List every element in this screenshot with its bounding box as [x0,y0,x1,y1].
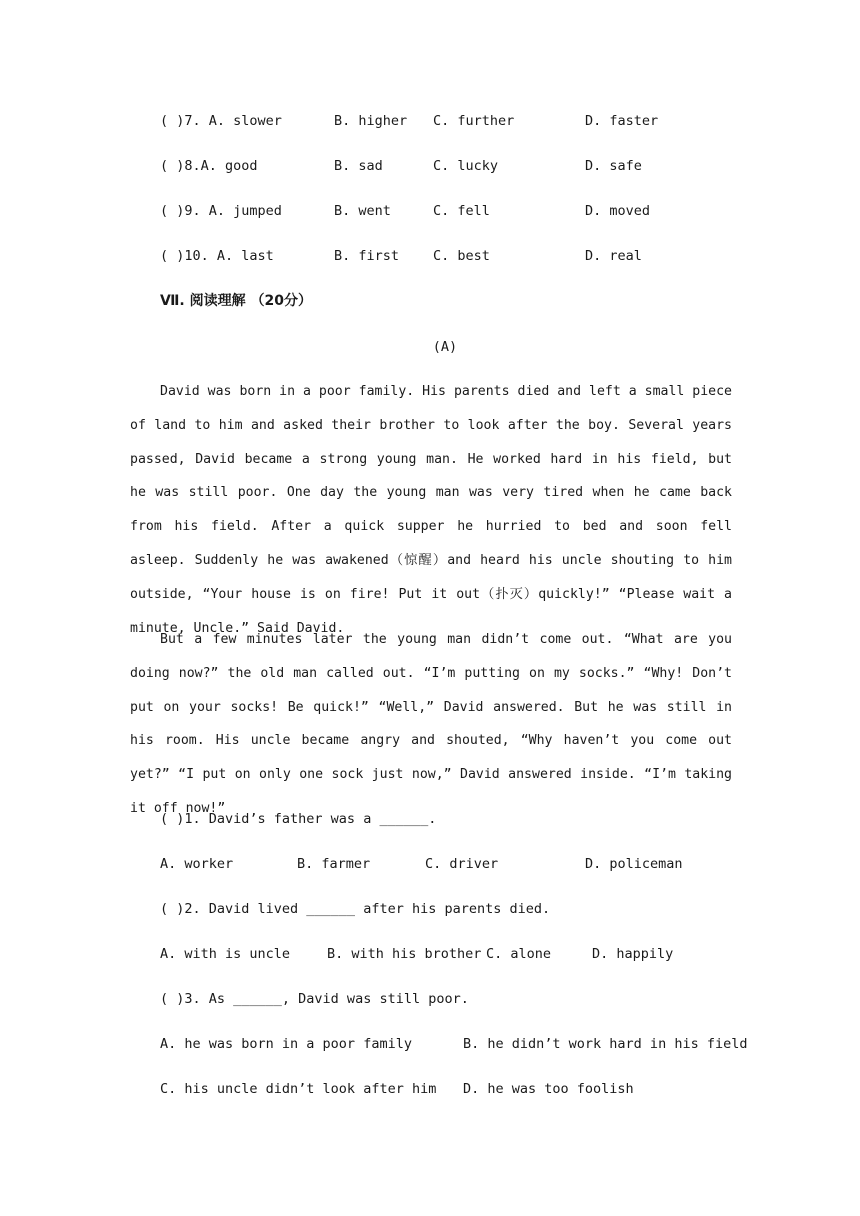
option-c: C. driver [425,856,499,872]
option-c: C. his uncle didn’t look after him [160,1081,437,1097]
option-c: C. alone [486,946,552,962]
option-d: D. moved [585,203,651,219]
option-d: D. faster [585,113,659,129]
option-c: C. further [433,113,515,129]
section-heading: Ⅶ. 阅读理解 （20分） [160,293,312,309]
option-c: C. lucky [433,158,499,174]
passage-label: (A) [432,339,458,355]
passage-paragraph-2: But a few minutes later the young man didn’t come out. “What are you doing now?” the old man called out. “I’m putting on my socks.” “Why! Don’t put on your socks! Be quick!” “Well,” David answered. But he was still in his room. His uncle became angry and shouted, “Why haven’t you come out yet?” “I put on only one sock just now,” David answered inside. “I’m taking it off now!” [130,632,732,816]
option-c: C. best [433,248,490,264]
question-number: ( )7. A. slower [160,113,282,129]
option-a: A. with is uncle [160,946,291,962]
option-d: D. happily [592,946,674,962]
option-d: D. real [585,248,642,264]
question-stem: ( )3. As ______, David was still poor. [160,991,469,1007]
question-stem: ( )1. David’s father was a ______. [160,811,437,827]
question-number: ( )9. A. jumped [160,203,282,219]
option-b: B. first [334,248,400,264]
option-a: A. worker [160,856,234,872]
option-b: B. went [334,203,391,219]
option-d: D. safe [585,158,642,174]
option-d: D. he was too foolish [463,1081,634,1097]
option-b: B. farmer [297,856,371,872]
option-b: B. higher [334,113,408,129]
question-stem: ( )2. David lived ______ after his parents died. [160,901,551,917]
option-a: A. he was born in a poor family [160,1036,412,1052]
question-number: ( )8.A. good [160,158,258,174]
option-d: D. policeman [585,856,683,872]
passage-paragraph-1: David was born in a poor family. His parents died and left a small piece of land to him and asked their brother to look after the boy. Several years passed, David became a strong young man. He worked hard in his field, but he was still poor. One day the young man was very tired when he came back from his field. After a quick supper he hurried to bed and soon fell asleep. Suddenly he was awakened（惊醒）and heard his uncle shouting to him outside, “Your house is on fire! Put it out（扑灭）quickly!” “Please wait a minute, Uncle.” Said David. [130,384,732,636]
option-b: B. he didn’t work hard in his field [463,1036,748,1052]
option-b: B. sad [334,158,383,174]
question-number: ( )10. A. last [160,248,274,264]
option-c: C. fell [433,203,490,219]
option-b: B. with his brother [327,946,482,962]
